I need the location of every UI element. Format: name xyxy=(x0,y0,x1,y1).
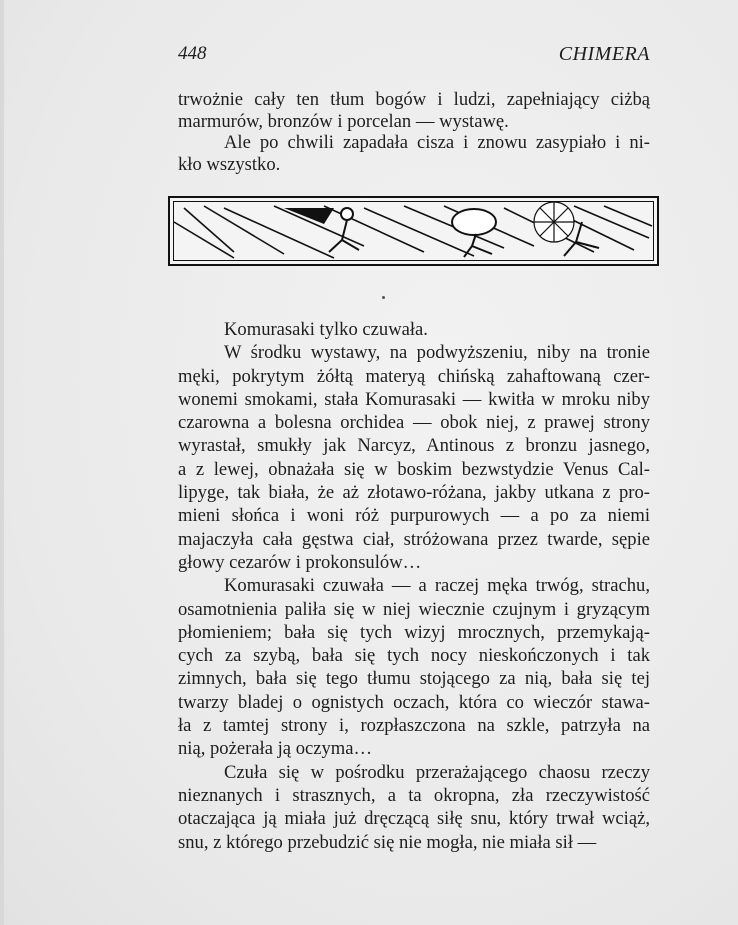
text-line: lipyge, tak biała, że aż złotawo-różana, jakby utkana z pro- xyxy=(178,482,650,504)
text-block-main xyxy=(178,318,650,854)
text-line: nią, pożerała ją oczyma… xyxy=(178,738,373,760)
text-line: marmurów, bronzów i porcelan — wystawę. xyxy=(178,110,509,132)
text-line: Komurasaki czuwała — a raczej męka trwóg, strachu, xyxy=(224,575,650,597)
woodcut-illustration xyxy=(168,196,659,266)
text-line: zimnych, bała się tego tłumu stojącego za nią, bała się tej xyxy=(178,668,650,690)
text-line: majaczyła cała gęstwa ciał, stróżowana przez twarde, sępie xyxy=(178,528,650,550)
text-line: W środku wystawy, na podwyższeniu, niby na tronie xyxy=(224,342,650,364)
text-line: wyrastał, smukły jak Narcyz, Antinous z bronzu jasnego, xyxy=(178,435,650,457)
text-line: wonemi smokami, stała Komurasaki — kwitła w mroku niby xyxy=(178,388,650,410)
text-block-top xyxy=(178,89,650,175)
text-line: płomieniem; bała się tych wizyj mrocznych, przemykają- xyxy=(178,621,650,643)
text-line: kło wszystko. xyxy=(178,153,281,175)
text-line: osamotnienia paliła się w niej wiecznie czujnym i gryzącym xyxy=(178,598,650,620)
text-line: a z lewej, obnażała się w boskim bezwstydzie Venus Cal- xyxy=(178,458,650,480)
text-line: trwożnie cały ten tłum bogów i ludzi, zapełniający ciżbą xyxy=(178,89,650,110)
print-speck xyxy=(382,296,385,299)
text-line: Ale po chwili zapadała cisza i znowu zasypiało i ni- xyxy=(224,132,650,153)
illustration-frame xyxy=(173,201,654,261)
text-line: ła z tamtej strony i, rozpłaszczona na szkle, patrzyła na xyxy=(178,715,650,737)
text-line: Czuła się w pośrodku przerażającego chaosu rzeczy xyxy=(224,761,650,783)
text-line: nieznanych i strasznych, a ta okropna, zła rzeczywistość xyxy=(178,784,650,806)
page-number: 448 xyxy=(178,43,207,64)
text-line: mieni słońca i woni róż purpurowych — a po za niemi xyxy=(178,505,650,527)
page-edge xyxy=(0,0,4,925)
text-line: męki, pokrytym żółtą materyą chińską zahaftowaną czer- xyxy=(178,365,650,387)
running-head: CHIMERA xyxy=(558,43,650,65)
text-line: snu, z którego przebudzić się nie mogła, nie miała sił — xyxy=(178,831,597,853)
page-header xyxy=(178,43,650,71)
text-line: twarzy bladej o ognistych oczach, która co wieczór stawa- xyxy=(178,691,650,713)
running-figures-icon xyxy=(174,202,654,261)
text-line: Komurasaki tylko czuwała. xyxy=(224,319,428,340)
text-line: otaczająca ją miała już dręczącą siłę snu, który trwał wciąż, xyxy=(178,808,650,830)
text-line: cych za szybą, bała się tych nocy nieskończonych i tak xyxy=(178,645,650,667)
text-line: czarowna a bolesna orchidea — obok niej, z prawej strony xyxy=(178,412,650,434)
text-line: głowy cezarów i prokonsulów… xyxy=(178,551,422,573)
